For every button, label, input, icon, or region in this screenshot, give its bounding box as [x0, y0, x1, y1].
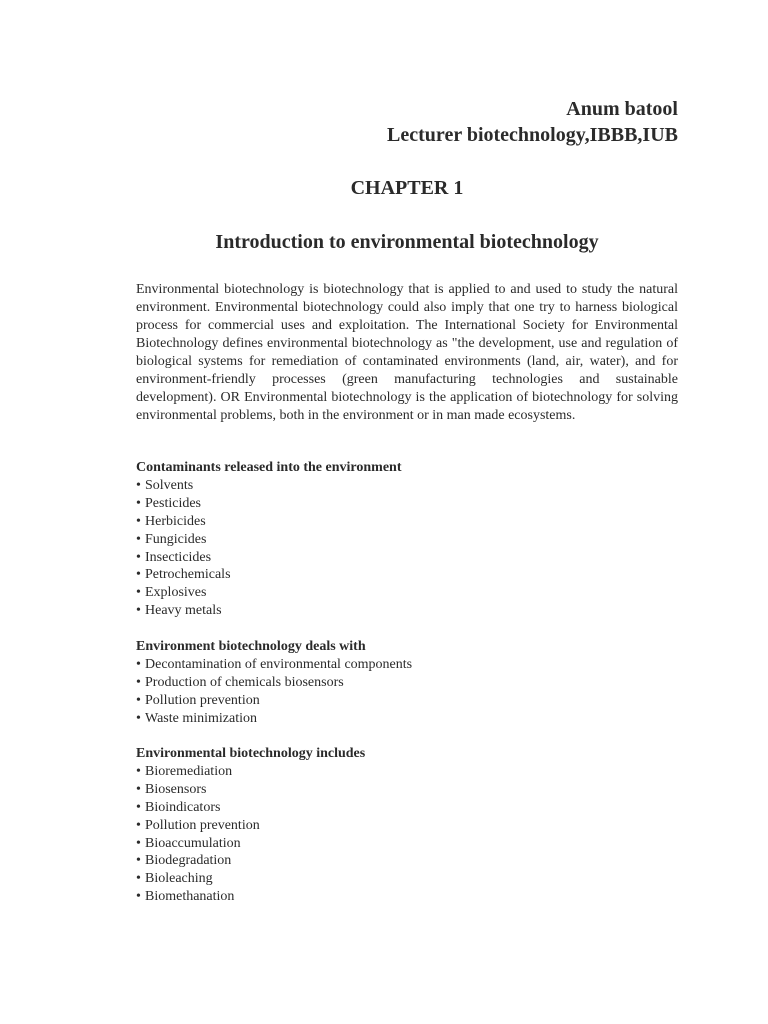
bullet-icon: •	[136, 799, 141, 815]
author-role: Lecturer biotechnology,IBBB,IUB	[387, 124, 678, 146]
list-item: • Biomethanation	[136, 889, 235, 905]
bullet-icon: •	[136, 549, 141, 565]
list-item: • Fungicides	[136, 531, 207, 547]
list-item: • Waste minimization	[136, 710, 258, 726]
list-item: • Heavy metals	[136, 603, 222, 619]
list-item: • Pesticides	[136, 495, 201, 511]
bullet-list	[136, 763, 678, 906]
list-item: • Pollution prevention	[136, 692, 260, 708]
author-block	[387, 96, 678, 148]
list-item: • Pollution prevention	[136, 817, 260, 833]
bullet-icon: •	[136, 763, 141, 779]
list-item: • Decontamination of environmental components	[136, 656, 413, 672]
bullet-icon: •	[136, 567, 141, 583]
bullet-icon: •	[136, 674, 141, 690]
list-item: • Biodegradation	[136, 853, 232, 869]
bullet-icon: •	[136, 513, 141, 529]
document-title: Introduction to environmental biotechnology	[215, 231, 599, 253]
section-includes	[136, 745, 678, 906]
list-item: • Biosensors	[136, 781, 207, 797]
bullet-icon: •	[136, 656, 141, 672]
bullet-icon: •	[136, 781, 141, 797]
bullet-icon: •	[136, 871, 141, 887]
bullet-icon: •	[136, 835, 141, 851]
bullet-list	[136, 656, 678, 728]
bullet-icon: •	[136, 817, 141, 833]
bullet-icon: •	[136, 603, 141, 619]
author-name: Anum batool	[566, 98, 678, 120]
list-item: • Production of chemicals biosensors	[136, 674, 344, 690]
bullet-icon: •	[136, 495, 141, 511]
bullet-icon: •	[136, 710, 141, 726]
chapter-label: CHAPTER 1	[350, 177, 464, 199]
section-heading: Environment biotechnology deals with	[136, 639, 366, 654]
bullet-icon: •	[136, 531, 141, 547]
section-heading: Environmental biotechnology includes	[136, 746, 366, 761]
list-item: • Herbicides	[136, 513, 206, 529]
list-item: • Bioleaching	[136, 871, 213, 887]
section-contaminants	[136, 459, 678, 620]
bullet-icon: •	[136, 853, 141, 869]
section-heading: Contaminants released into the environment	[136, 460, 402, 475]
intro-paragraph: Environmental biotechnology is biotechnology that is applied to and used to study the natural environment. Environmental biotechnology could also imply that one try to harness biological process for commercial uses and exploitation. The International Society for Environmental Biotechnology defines environmental biotechnology as "the development, use and regulation of biological systems for remediation of contaminated environments (land, air, water), and for environment-friendly processes (green manufacturing technologies and sustainable development). OR Environmental biotechnology is the application of biotechnology for solving environmental problems, both in the environment or in man made ecosystems.	[136, 282, 678, 423]
list-item: • Insecticides	[136, 549, 212, 565]
bullet-icon: •	[136, 692, 141, 708]
bullet-icon: •	[136, 477, 141, 493]
section-deals-with	[136, 638, 678, 728]
list-item: • Bioaccumulation	[136, 835, 241, 851]
bullet-icon: •	[136, 585, 141, 601]
bullet-icon: •	[136, 889, 141, 905]
list-item: • Bioindicators	[136, 799, 221, 815]
list-item: • Bioremediation	[136, 763, 233, 779]
list-item: • Explosives	[136, 585, 207, 601]
list-item: • Solvents	[136, 477, 194, 493]
list-item: • Petrochemicals	[136, 567, 231, 583]
bullet-list	[136, 477, 678, 620]
